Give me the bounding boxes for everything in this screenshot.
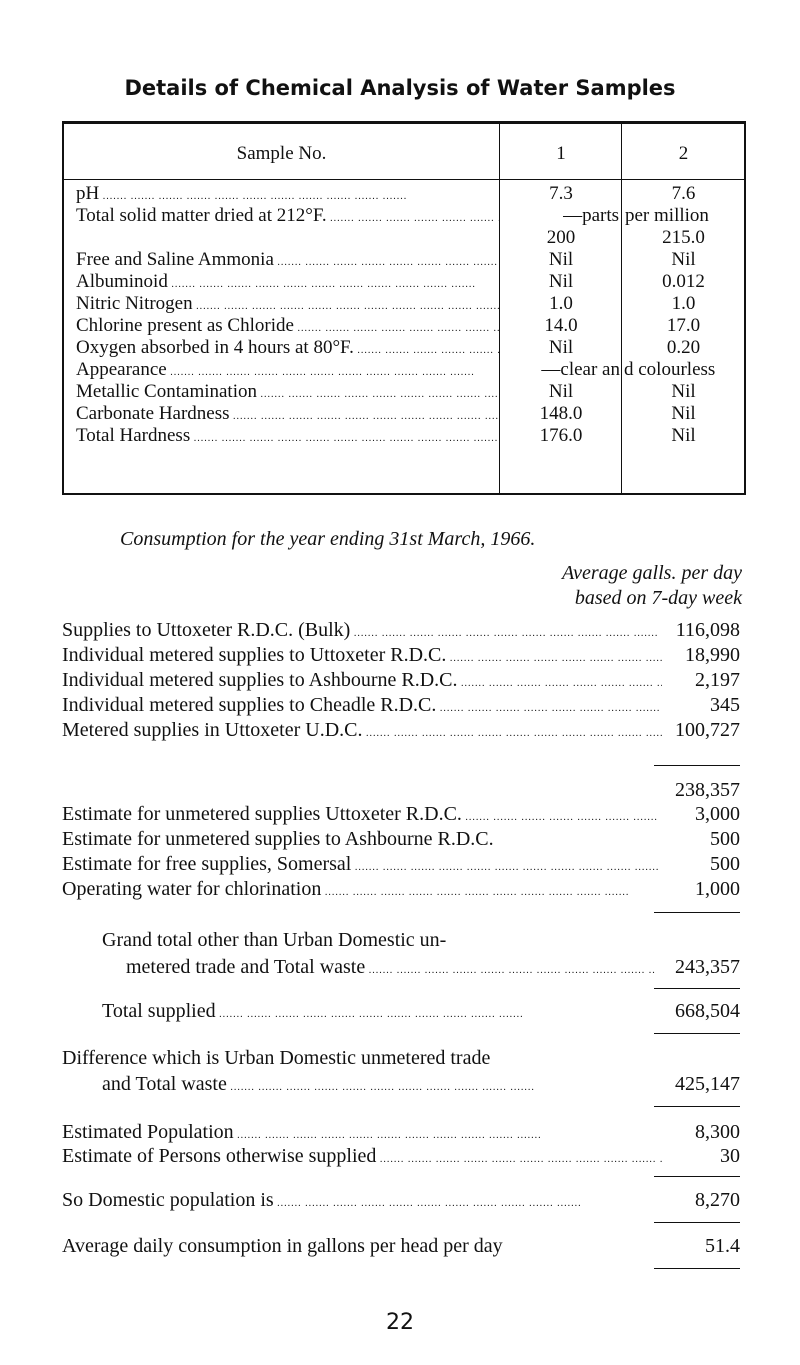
supply-line — [62, 618, 740, 642]
estimate-line — [62, 802, 740, 826]
row-label: Chlorine present as Chloride ..... — [76, 315, 499, 340]
supply-label: Supplies to Uttoxeter R.D.C. (Bulk) ..... — [62, 618, 662, 646]
domestic-population-label: So Domestic population is ..... — [62, 1188, 662, 1216]
average-consumption-value: 51.4 — [705, 1235, 740, 1257]
average-consumption-label: Average daily consumption in gallons per head per day — [62, 1235, 503, 1257]
grand-total-line-2 — [62, 955, 740, 979]
difference-label-1: Difference which is Urban Domestic unmetered trade — [62, 1047, 491, 1069]
sum-rule — [654, 912, 740, 913]
row-value-2: Nil — [671, 381, 696, 402]
difference-label-2: and Total waste ..... — [102, 1072, 652, 1100]
domestic-population-value: 8,270 — [695, 1189, 740, 1211]
row-label: Appearance ..... — [76, 359, 499, 384]
table-row — [64, 403, 744, 425]
row-value-1: Nil — [548, 337, 574, 358]
supply-label: Individual metered supplies to Uttoxeter R.D.C. ..... — [62, 643, 662, 671]
table-row — [64, 359, 744, 381]
estimate-line — [62, 827, 740, 851]
subtotal-line — [62, 778, 740, 802]
row-value-2: Nil — [671, 249, 696, 270]
consumption-column-heading-1: Average galls. per day — [562, 562, 742, 584]
grand-total-line-1 — [62, 928, 740, 952]
row-label: Total Hardness ..... — [76, 425, 499, 450]
analysis-table — [62, 121, 746, 495]
row-value-1: Nil — [548, 271, 574, 292]
estimated-population-line — [62, 1120, 740, 1144]
sum-rule — [654, 1222, 740, 1223]
estimate-line — [62, 852, 740, 876]
table-row — [64, 227, 744, 249]
row-value-1: 7.3 — [549, 183, 573, 204]
sum-rule — [654, 1176, 740, 1177]
otherwise-supplied-value: 30 — [720, 1145, 740, 1167]
consumption-column-heading-2: based on 7-day week — [574, 587, 742, 609]
grand-total-label-1: Grand total other than Urban Domestic un- — [102, 929, 447, 951]
row-value-1: —parts — [563, 205, 619, 226]
row-label: Oxygen absorbed in 4 hours at 80°F. ..... — [76, 337, 499, 362]
estimate-value: 500 — [710, 853, 740, 875]
supply-line — [62, 718, 740, 742]
consumption-heading: Consumption for the year ending 31st March, 1966. — [120, 528, 536, 550]
row-value-1: Nil — [548, 381, 574, 402]
difference-value: 425,147 — [675, 1073, 740, 1095]
row-value-2: 7.6 — [671, 183, 696, 204]
sum-rule — [654, 1106, 740, 1107]
total-supplied-label: Total supplied ..... — [102, 999, 652, 1027]
sum-rule — [654, 1033, 740, 1034]
supply-label: Individual metered supplies to Ashbourne R.D.C. ..... — [62, 668, 662, 696]
estimate-label: Estimate for unmetered supplies Uttoxeter R.D.C. ..... — [62, 802, 662, 830]
average-consumption-line — [62, 1234, 740, 1258]
row-value-2: 0.20 — [666, 337, 701, 358]
row-value-2: Nil — [671, 425, 696, 446]
row-label: Nitric Nitrogen ..... — [76, 293, 499, 318]
grand-total-value: 243,357 — [675, 956, 740, 978]
row-value-2: 215.0 — [662, 227, 705, 248]
row-value-1: 148.0 — [539, 403, 583, 424]
supply-label: Individual metered supplies to Cheadle R.D.C. ..... — [62, 693, 662, 721]
row-value-2: d colourless — [624, 359, 716, 380]
estimated-population-value: 8,300 — [695, 1121, 740, 1143]
row-value-2: Nil — [671, 403, 696, 424]
estimate-label: Estimate for unmetered supplies to Ashbourne R.D.C. — [62, 828, 494, 850]
table-row — [64, 315, 744, 337]
difference-line-2 — [62, 1072, 740, 1096]
supply-value: 2,197 — [695, 669, 740, 691]
table-row — [64, 381, 744, 403]
header-sample-2: 2 — [678, 143, 689, 164]
table-top-border — [64, 121, 744, 124]
supply-label: Metered supplies in Uttoxeter U.D.C. ..... — [62, 718, 662, 746]
row-label: pH ..... — [76, 183, 499, 208]
page-title: Details of Chemical Analysis of Water Samples — [124, 76, 676, 100]
header-sample-1: 1 — [556, 143, 566, 164]
row-value-2: 1.0 — [671, 293, 696, 314]
otherwise-supplied-line — [62, 1144, 740, 1168]
supply-line — [62, 668, 740, 692]
row-label: Total solid matter dried at 212°F. ..... — [76, 205, 499, 230]
estimate-line — [62, 877, 740, 901]
otherwise-supplied-label: Estimate of Persons otherwise supplied ..... — [62, 1144, 662, 1172]
row-label: Free and Saline Ammonia ..... — [76, 249, 499, 274]
header-divider — [64, 179, 744, 180]
table-row — [64, 425, 744, 447]
difference-line-1 — [62, 1046, 740, 1070]
table-row — [64, 249, 744, 271]
row-value-1: —clear an — [541, 359, 620, 380]
row-value-2: per million — [625, 205, 709, 226]
row-value-1: 14.0 — [544, 315, 578, 336]
sum-rule — [654, 765, 740, 766]
sum-rule — [654, 988, 740, 989]
domestic-population-line — [62, 1188, 740, 1212]
table-row — [64, 183, 744, 205]
row-value-2: 0.012 — [662, 271, 705, 292]
row-label: Metallic Contamination ..... — [76, 381, 499, 406]
table-row — [64, 271, 744, 293]
header-sample-no: Sample No. — [236, 143, 327, 164]
supply-value: 116,098 — [675, 619, 740, 641]
supply-line — [62, 693, 740, 717]
row-value-1: 200 — [546, 227, 576, 248]
row-value-1: Nil — [548, 249, 574, 270]
row-label: Albuminoid ..... — [76, 271, 499, 296]
supply-value: 100,727 — [675, 719, 740, 741]
sum-rule — [654, 1268, 740, 1269]
table-row — [64, 293, 744, 315]
subtotal-value: 238,357 — [675, 779, 740, 801]
total-supplied-line — [62, 999, 740, 1023]
estimate-value: 500 — [710, 828, 740, 850]
supply-value: 18,990 — [685, 644, 740, 666]
estimate-label: Estimate for free supplies, Somersal ..... — [62, 852, 662, 880]
row-value-1: 1.0 — [549, 293, 573, 314]
supply-line — [62, 643, 740, 667]
row-value-2: 17.0 — [666, 315, 701, 336]
estimate-value: 1,000 — [695, 878, 740, 900]
estimate-value: 3,000 — [695, 803, 740, 825]
table-row — [64, 205, 744, 227]
supply-value: 345 — [710, 694, 740, 716]
page-number: 22 — [386, 1310, 414, 1335]
estimate-label: Operating water for chlorination ..... — [62, 877, 662, 905]
total-supplied-value: 668,504 — [675, 1000, 740, 1022]
row-value-1: 176.0 — [539, 425, 583, 446]
table-row — [64, 337, 744, 359]
estimated-population-label: Estimated Population ..... — [62, 1120, 662, 1148]
grand-total-label-2: metered trade and Total waste ..... — [126, 955, 656, 983]
row-label: Carbonate Hardness ..... — [76, 403, 499, 428]
